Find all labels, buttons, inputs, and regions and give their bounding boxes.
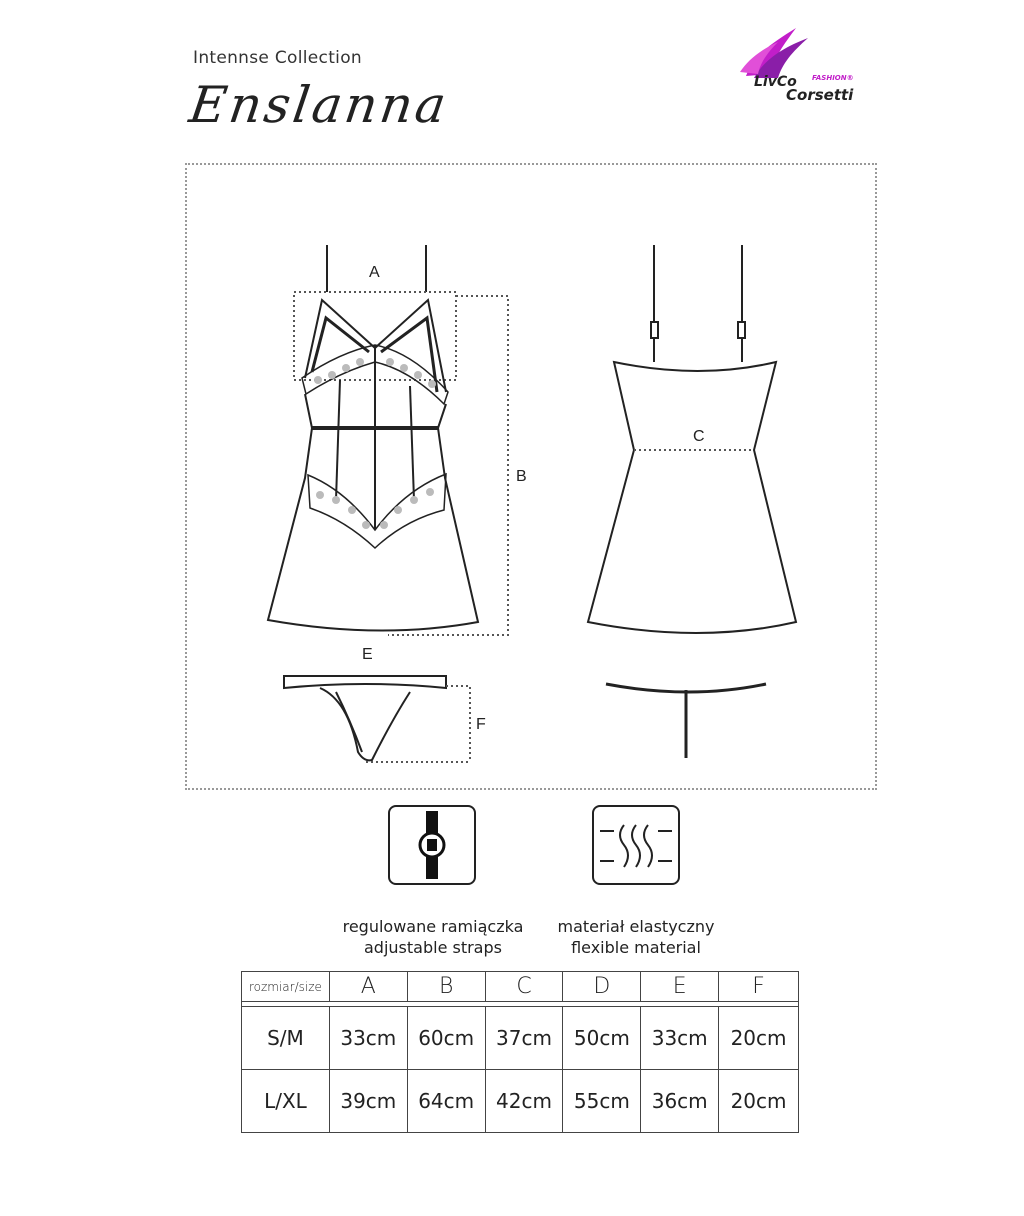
logo-fashion-tag: FASHION® bbox=[812, 74, 854, 82]
measure-cell: 20cm bbox=[719, 1007, 799, 1070]
collection-title: Intennse Collection bbox=[193, 48, 362, 68]
adjustable-strap-icon bbox=[390, 807, 474, 883]
measure-cell: 33cm bbox=[641, 1007, 719, 1070]
feature-text-en: adjustable straps bbox=[364, 938, 502, 957]
logo-line-2: Corsetti bbox=[786, 86, 854, 104]
measure-cell: 36cm bbox=[641, 1070, 719, 1133]
header-cell: C bbox=[485, 972, 563, 1002]
measure-label-c: C bbox=[693, 428, 705, 445]
measure-cell: 64cm bbox=[407, 1070, 485, 1133]
size-cell: L/XL bbox=[242, 1070, 330, 1133]
measure-cell: 37cm bbox=[485, 1007, 563, 1070]
measure-cell: 42cm bbox=[485, 1070, 563, 1133]
measure-label-f: F bbox=[476, 716, 486, 733]
measure-label-b: B bbox=[516, 468, 527, 485]
measure-cell: 55cm bbox=[563, 1070, 641, 1133]
header-cell: E bbox=[641, 972, 719, 1002]
table-row bbox=[242, 1007, 799, 1070]
feature-flexible-material bbox=[526, 916, 746, 958]
header-cell: rozmiar/size bbox=[242, 972, 330, 1002]
logo-line-1: LivCo bbox=[754, 74, 797, 90]
size-table bbox=[241, 971, 799, 1133]
feature-text-pl: regulowane ramiączka bbox=[342, 917, 524, 936]
feature-text-en: flexible material bbox=[571, 938, 701, 957]
feature-adjustable-straps bbox=[323, 916, 543, 958]
measure-cell: 50cm bbox=[563, 1007, 641, 1070]
header-cell: B bbox=[407, 972, 485, 1002]
measure-cell: 33cm bbox=[329, 1007, 407, 1070]
header-cell: F bbox=[719, 972, 799, 1002]
flexible-material-icon-box bbox=[592, 805, 680, 885]
measure-label-a: A bbox=[369, 264, 380, 281]
header-cell: D bbox=[563, 972, 641, 1002]
measure-cell: 60cm bbox=[407, 1007, 485, 1070]
table-row bbox=[242, 1070, 799, 1133]
feature-text-pl: materiał elastyczny bbox=[557, 917, 715, 936]
measure-cell: 20cm bbox=[719, 1070, 799, 1133]
product-name: Enslanna bbox=[185, 76, 453, 134]
adjustable-strap-icon-box bbox=[388, 805, 476, 885]
size-cell: S/M bbox=[242, 1007, 330, 1070]
measure-label-e: E bbox=[362, 646, 373, 663]
size-table-header bbox=[242, 972, 799, 1002]
flexible-material-icon bbox=[594, 807, 678, 883]
header-cell: A bbox=[329, 972, 407, 1002]
measure-cell: 39cm bbox=[329, 1070, 407, 1133]
